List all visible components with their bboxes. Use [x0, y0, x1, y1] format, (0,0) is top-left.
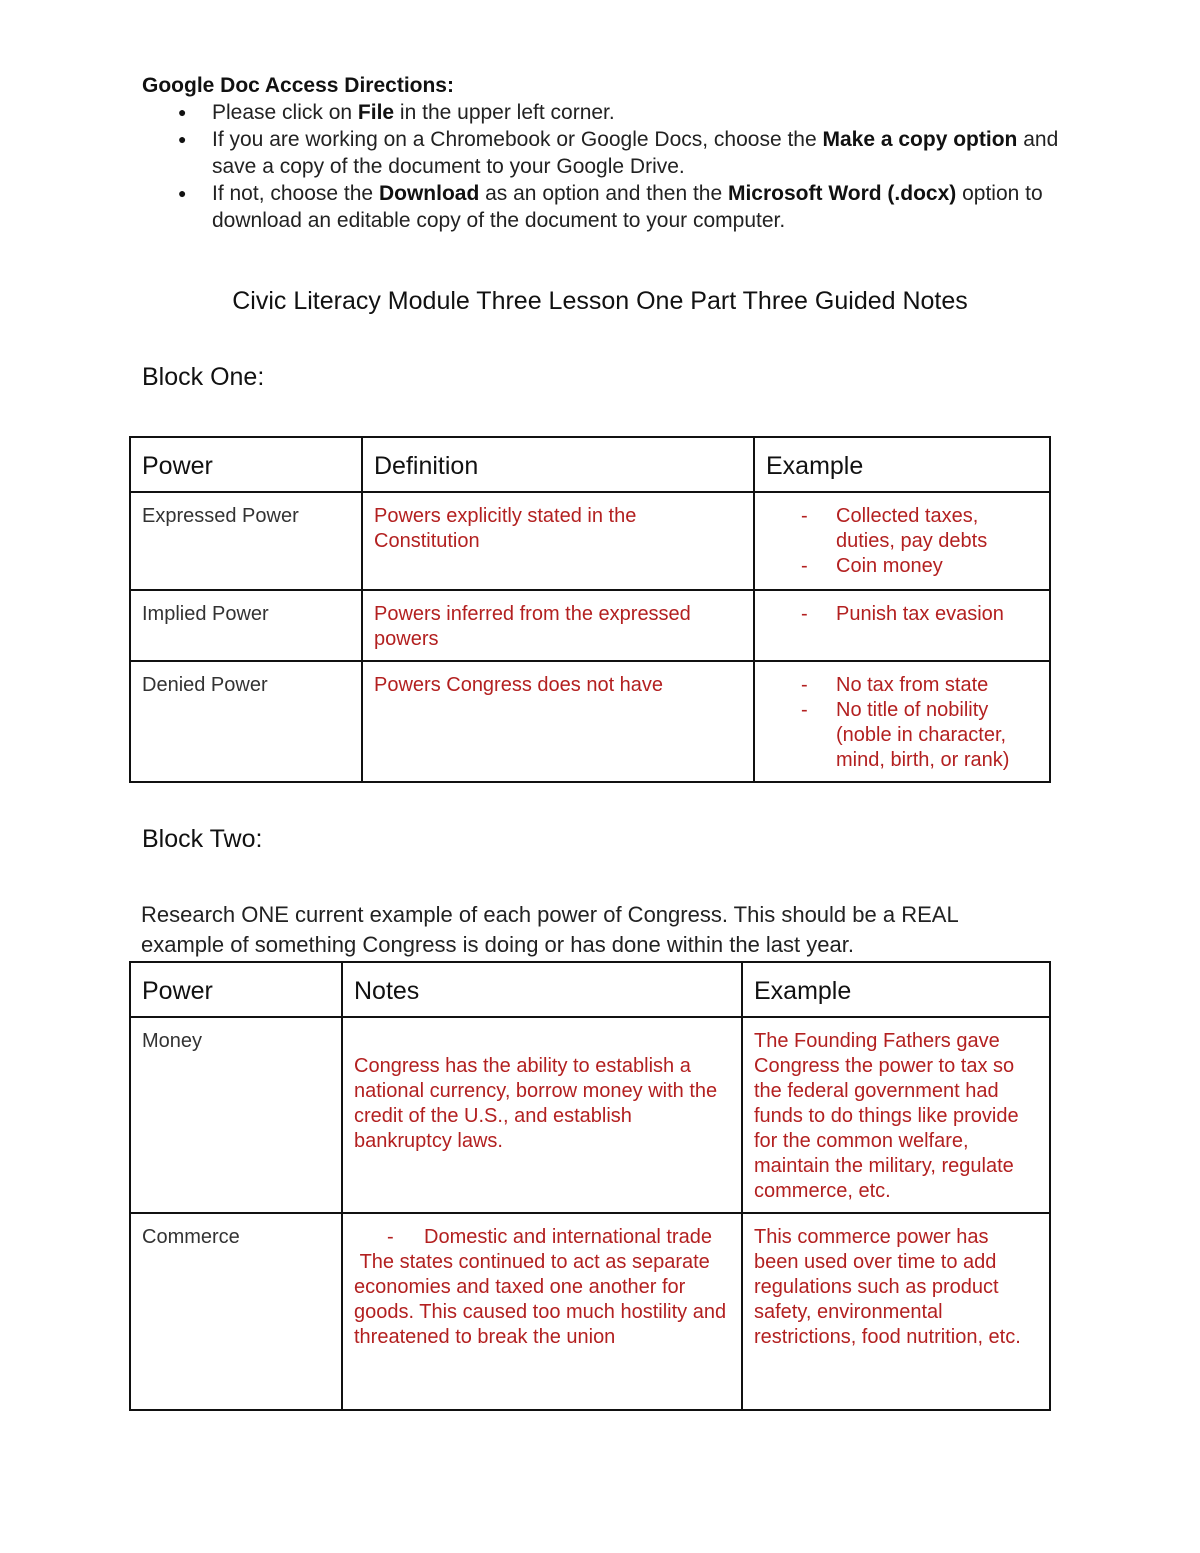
access-directions [142, 72, 1062, 234]
example-cell [754, 492, 1050, 590]
column-header: Notes [342, 962, 742, 1017]
definition-cell: Powers explicitly stated in the Constitution [362, 492, 754, 590]
column-header: Example [742, 962, 1050, 1017]
example-cell [754, 590, 1050, 661]
power-cell: Denied Power [130, 661, 362, 782]
list-item: - Punish tax evasion [801, 603, 1004, 625]
bullet-icon: ● [178, 185, 187, 201]
block-one-table [129, 436, 1051, 783]
notes-text: The states continued to act as separate economies and taxed one another for goods. This caused too much hostility and threatened to break the union [354, 1251, 732, 1348]
list-item: - No title of nobility (noble in character, mind, birth, or rank) [801, 699, 1010, 771]
directions-item: ● Please click on File in the upper left corner. [178, 101, 615, 124]
definition-cell: Powers Congress does not have [362, 661, 754, 782]
list-item: - No tax from state [801, 674, 989, 696]
power-cell: Expressed Power [130, 492, 362, 590]
example-cell: The Founding Fathers gave Congress the power to tax so the federal government had funds to do things like provide for the common welfare, maintain the military, regulate commerce, etc. [742, 1017, 1050, 1213]
power-cell: Implied Power [130, 590, 362, 661]
column-header: Example [754, 437, 1050, 492]
table-row [130, 1017, 1050, 1213]
table-header-row [130, 962, 1050, 1017]
notes-cell [342, 1213, 742, 1410]
bullet-icon: ● [178, 104, 187, 120]
table-row [130, 1213, 1050, 1410]
column-header: Power [130, 962, 342, 1017]
block-two-table [129, 961, 1051, 1411]
column-header: Definition [362, 437, 754, 492]
list-item: - Domestic and international trade [387, 1226, 712, 1248]
column-header: Power [130, 437, 362, 492]
table-row [130, 590, 1050, 661]
block-two-heading: Block Two: [142, 825, 263, 853]
table-row [130, 661, 1050, 782]
directions-item: ● If you are working on a Chromebook or Google Docs, choose the Make a copy option and save a copy of the document to your Google Drive. [178, 128, 1059, 178]
table-row [130, 492, 1050, 590]
example-cell: This commerce power has been used over time to add regulations such as product safety, environmental restrictions, food nutrition, etc. [742, 1213, 1050, 1410]
example-cell [754, 661, 1050, 782]
directions-item: ● If not, choose the Download as an option and then the Microsoft Word (.docx) option to download an editable copy of the document to your computer. [178, 182, 1043, 232]
list-item: - Coin money [801, 555, 943, 577]
notes-cell: Congress has the ability to establish a national currency, borrow money with the credit of the U.S., and establish bankruptcy laws. [342, 1017, 742, 1213]
table-header-row [130, 437, 1050, 492]
block-two-instructions: Research ONE current example of each power of Congress. This should be a REAL example of something Congress is doing or has done within the last year. [141, 902, 958, 957]
block-one-heading: Block One: [142, 363, 265, 391]
power-cell: Commerce [130, 1213, 342, 1410]
directions-list [142, 99, 1062, 234]
directions-title: Google Doc Access Directions: [142, 74, 454, 97]
list-item: - Collected taxes, duties, pay debts [801, 505, 988, 552]
definition-cell: Powers inferred from the expressed powers [362, 590, 754, 661]
bullet-icon: ● [178, 131, 187, 147]
document-title: Civic Literacy Module Three Lesson One Part Three Guided Notes [232, 287, 968, 315]
power-cell: Money [130, 1017, 342, 1213]
